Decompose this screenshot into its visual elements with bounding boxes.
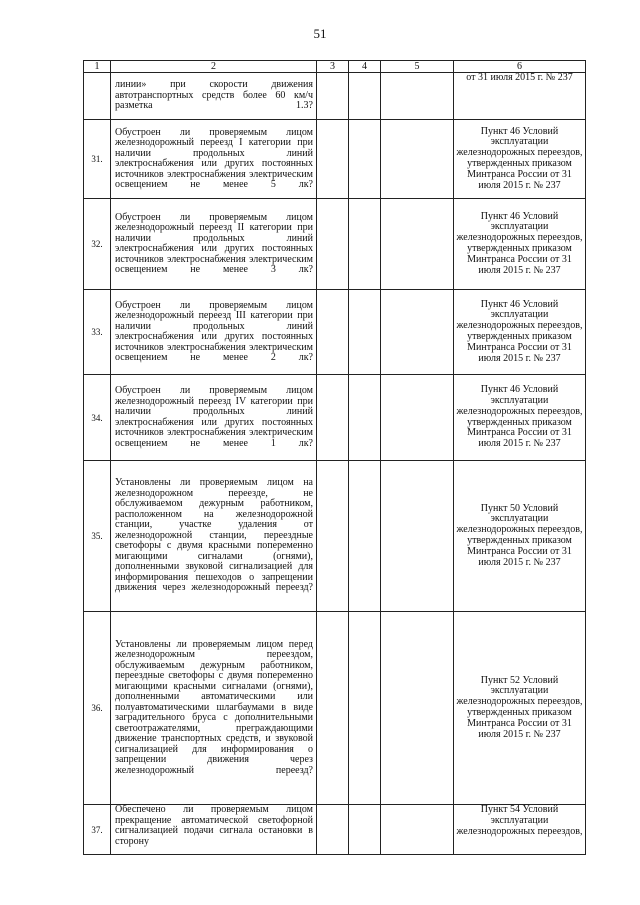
row-question: Обеспечено ли проверяемым лицом прекращение автоматической светофорной сигнализацией подачи сигнала остановки в сторону	[111, 805, 317, 855]
table-row	[84, 375, 586, 461]
row-cell-4	[349, 375, 381, 461]
row-cell-4	[349, 805, 381, 855]
header-col-1: 1	[84, 61, 111, 73]
row-question: Обустроен ли проверяемым лицом железнодорожный переезд I категории при наличии продольных линий электроснабжения или других постоянных источников электроснабжения электрическим освещением не менее 5 лк?	[111, 120, 317, 199]
row-number: 34.	[84, 375, 111, 461]
row-number: 33.	[84, 290, 111, 375]
row-number: 37.	[84, 805, 111, 855]
row-cell-3	[317, 73, 349, 120]
row-number: 31.	[84, 120, 111, 199]
row-number	[84, 73, 111, 120]
table-row	[84, 199, 586, 290]
checklist-table	[83, 60, 586, 855]
table-row	[84, 290, 586, 375]
header-col-2: 2	[111, 61, 317, 73]
header-row	[84, 61, 586, 73]
row-cell-4	[349, 461, 381, 612]
row-cell-4	[349, 290, 381, 375]
row-cell-4	[349, 199, 381, 290]
row-number: 35.	[84, 461, 111, 612]
row-question: Обустроен ли проверяемым лицом железнодорожный переезд II категории при наличии продольных линий электроснабжения или других постоянных источников электроснабжения электрическим освещением не менее 3 лк?	[111, 199, 317, 290]
row-cell-3	[317, 461, 349, 612]
row-cell-3	[317, 290, 349, 375]
row-reference: Пункт 46 Условий эксплуатации железнодорожных переездов, утвержденных приказом Минтранса России от 31 июля 2015 г. № 237	[454, 375, 586, 461]
row-question: линии» при скорости движения автотранспортных средств более 60 км/ч разметка 1.3?	[111, 73, 317, 120]
page-number: 51	[313, 26, 327, 41]
row-reference: Пункт 46 Условий эксплуатации железнодорожных переездов, утвержденных приказом Минтранса России от 31 июля 2015 г. № 237	[454, 290, 586, 375]
row-reference: Пункт 54 Условий эксплуатации железнодорожных переездов,	[454, 805, 586, 855]
header-col-5: 5	[381, 61, 454, 73]
row-cell-5	[381, 199, 454, 290]
row-cell-5	[381, 290, 454, 375]
row-cell-5	[381, 375, 454, 461]
row-reference: Пункт 50 Условий эксплуатации железнодорожных переездов, утвержденных приказом Минтранса России от 31 июля 2015 г. № 237	[454, 461, 586, 612]
row-cell-3	[317, 120, 349, 199]
row-cell-4	[349, 120, 381, 199]
row-question: Установлены ли проверяемым лицом перед железнодорожным переездом, обслуживаемым дежурным работником, переездные светофоры с двумя попеременно мигающими красными сигналами (огнями), дополненными автоматическими или полуавтоматическими шлагбаумами в виде заградительного бруса с дополнительными светоотражателями, преграждающими движение транспортных средств, и звуковой сигнализацией для информирования о запрещении движения через железнодорожный переезд?	[111, 612, 317, 805]
header-col-6: 6	[454, 61, 586, 73]
row-cell-5	[381, 612, 454, 805]
header-col-4: 4	[349, 61, 381, 73]
row-number: 36.	[84, 612, 111, 805]
row-reference: Пункт 52 Условий эксплуатации железнодорожных переездов, утвержденных приказом Минтранса России от 31 июля 2015 г. № 237	[454, 612, 586, 805]
table-row	[84, 805, 586, 855]
row-reference: Пункт 46 Условий эксплуатации железнодорожных переездов, утвержденных приказом Минтранса России от 31 июля 2015 г. № 237	[454, 120, 586, 199]
row-reference: Пункт 46 Условий эксплуатации железнодорожных переездов, утвержденных приказом Минтранса России от 31 июля 2015 г. № 237	[454, 199, 586, 290]
row-number: 32.	[84, 199, 111, 290]
row-reference: от 31 июля 2015 г. № 237	[454, 73, 586, 120]
row-question: Установлены ли проверяемым лицом на железнодорожном переезде, не обслуживаемом дежурным работником, расположенном на железнодорожной станции, участке удаления от железнодорожной станции, переездные светофоры с двумя красными попеременно мигающими сигналами (огнями), дополненными звуковой сигнализацией для информирования пешеходов о запрещении движения через железнодорожный переезд?	[111, 461, 317, 612]
row-cell-4	[349, 73, 381, 120]
row-cell-3	[317, 805, 349, 855]
row-cell-5	[381, 805, 454, 855]
row-cell-4	[349, 612, 381, 805]
row-cell-3	[317, 375, 349, 461]
row-cell-3	[317, 199, 349, 290]
row-cell-5	[381, 73, 454, 120]
table-row	[84, 461, 586, 612]
table-row	[84, 73, 586, 120]
row-cell-5	[381, 120, 454, 199]
row-cell-3	[317, 612, 349, 805]
row-cell-5	[381, 461, 454, 612]
table-row	[84, 612, 586, 805]
table-row	[84, 120, 586, 199]
row-question: Обустроен ли проверяемым лицом железнодорожный переезд IV категории при наличии продольных линий электроснабжения или других постоянных источников электроснабжения электрическим освещением не менее 1 лк?	[111, 375, 317, 461]
header-col-3: 3	[317, 61, 349, 73]
row-question: Обустроен ли проверяемым лицом железнодорожный переезд III категории при наличии продольных линий электроснабжения или других постоянных источников электроснабжения электрическим освещением не менее 2 лк?	[111, 290, 317, 375]
